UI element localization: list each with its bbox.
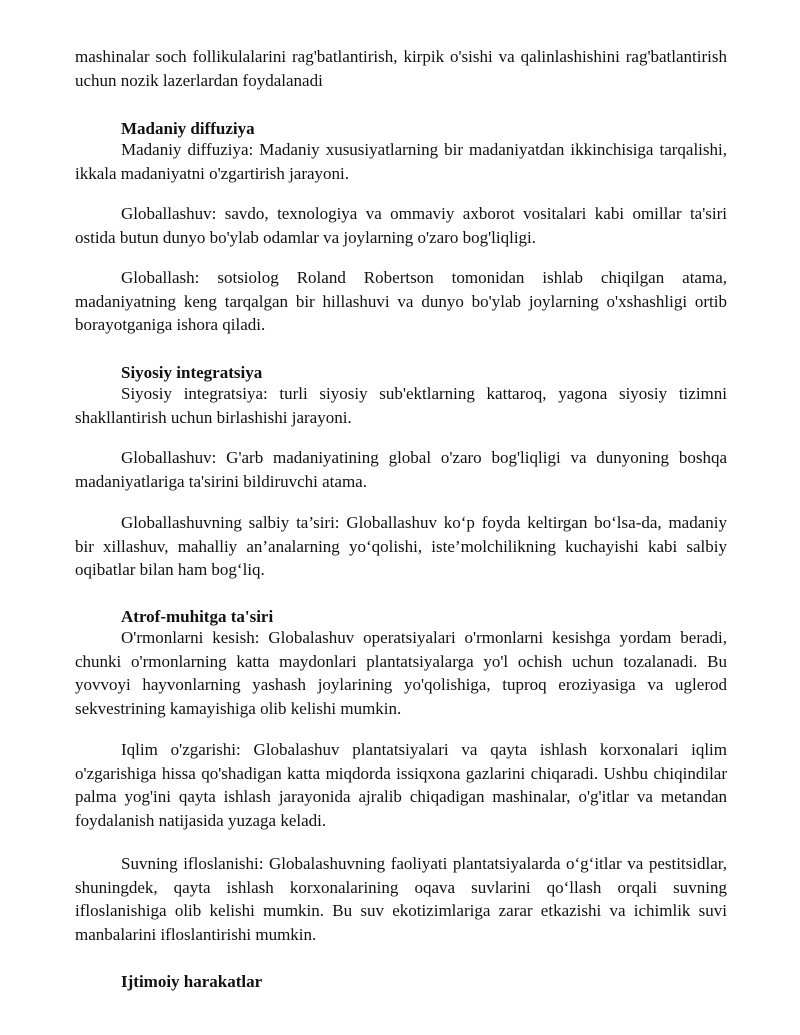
paragraph-iqlim-ozgarishi	[75, 738, 727, 832]
paragraph-continuation	[75, 45, 727, 92]
paragraph-text: Globallashuv: G'arb madaniyatining global o'zaro bog'liqligi va dunyoning boshqa madaniyatlariga ta'sirini bildiruvchi atama.	[75, 448, 727, 491]
paragraph-suvning-ifloslanishi	[75, 852, 727, 946]
paragraph-text: O'rmonlarni kesish: Globalashuv operatsiyalari o'rmonlarni kesishga yordam beradi, chunki o'rmonlarning katta maydonlari plantatsiyalarga yo'l ochish uchun tozalanadi. Bu yovvoyi hayvonlarning yashash joylarining yo'qolishiga, tuproq eroziyasiga va uglerod sekvestrining kamayishiga olib kelishi mumkin.	[75, 628, 727, 718]
section-heading-ijtimoiy-harakatlar: Ijtimoiy harakatlar	[121, 972, 263, 991]
paragraph-globallash	[75, 266, 727, 337]
paragraph-text: Globallashuv: savdo, texnologiya va ommaviy axborot vositalari kabi omillar ta'siri ostida butun dunyo bo'ylab odamlar va joylarning o'zaro bog'liqligi.	[75, 204, 727, 247]
paragraph-siyosiy-integratsiya	[75, 382, 727, 429]
paragraph-salbiy-tasir	[75, 511, 727, 582]
paragraph-text: Madaniy diffuziya: Madaniy xususiyatlarning bir madaniyatdan ikkinchisiga tarqalishi, ikkala madaniyatni o'zgartirish jarayoni.	[75, 140, 727, 183]
paragraph-globallashuv-2	[75, 446, 727, 493]
section-heading-atrof-muhit: Atrof-muhitga ta'siri	[121, 607, 274, 626]
paragraph-text: Iqlim o'zgarishi: Globalashuv plantatsiyalari va qayta ishlash korxonalari iqlim o'zgarishiga hissa qo'shadigan katta miqdorda issiqxona gazlarini chiqaradi. Ushbu chiqindilar palma yog'ini qayta ishlash jarayonida ajralib chiqadigan mashinalar, o'g'itlar va metandan foydalanish natijasida yuzaga keladi.	[75, 740, 727, 830]
paragraph-text: Globallash: sotsiolog Roland Robertson tomonidan ishlab chiqilgan atama, madaniyatning keng tarqalgan bir hillashuvi va dunyo bo'ylab joylarning o'xshashligi ortib borayotganiga ishora qiladi.	[75, 268, 727, 334]
paragraph-globallashuv-1	[75, 202, 727, 249]
paragraph-text: mashinalar soch follikulalarini rag'batlantirish, kirpik o'sishi va qalinlashishini rag'batlantirish uchun nozik lazerlardan foydalanadi	[75, 47, 727, 90]
paragraph-text: Suvning ifloslanishi: Globalashuvning faoliyati plantatsiyalarda o‘g‘itlar va pestitsidlar, shuningdek, qayta ishlash korxonalarining oqava suvlarini qo‘llash orqali suvning ifloslanishiga olib kelishi mumkin. Bu suv ekotizimlariga zarar etkazishi va ichimlik suvi manbalarini ifloslantirishi mumkin.	[75, 854, 727, 944]
paragraph-madaniy-diffuziya	[75, 138, 727, 185]
paragraph-text: Globallashuvning salbiy ta’siri: Globallashuv ko‘p foyda keltirgan bo‘lsa-da, madaniy bir xillashuv, mahalliy an’analarning yo‘qolishi, iste’molchilikning kuchayishi kabi salbiy oqibatlar bilan ham bog‘liq.	[75, 513, 727, 579]
section-heading-siyosiy-integratsiya: Siyosiy integratsiya	[121, 363, 263, 382]
paragraph-ormonlarni-kesish	[75, 626, 727, 720]
paragraph-text: Siyosiy integratsiya: turli siyosiy sub'ektlarning kattaroq, yagona siyosiy tizimni shakllantirish uchun birlashishi jarayoni.	[75, 384, 727, 427]
section-heading-madaniy-diffuziya: Madaniy diffuziya	[121, 119, 255, 138]
